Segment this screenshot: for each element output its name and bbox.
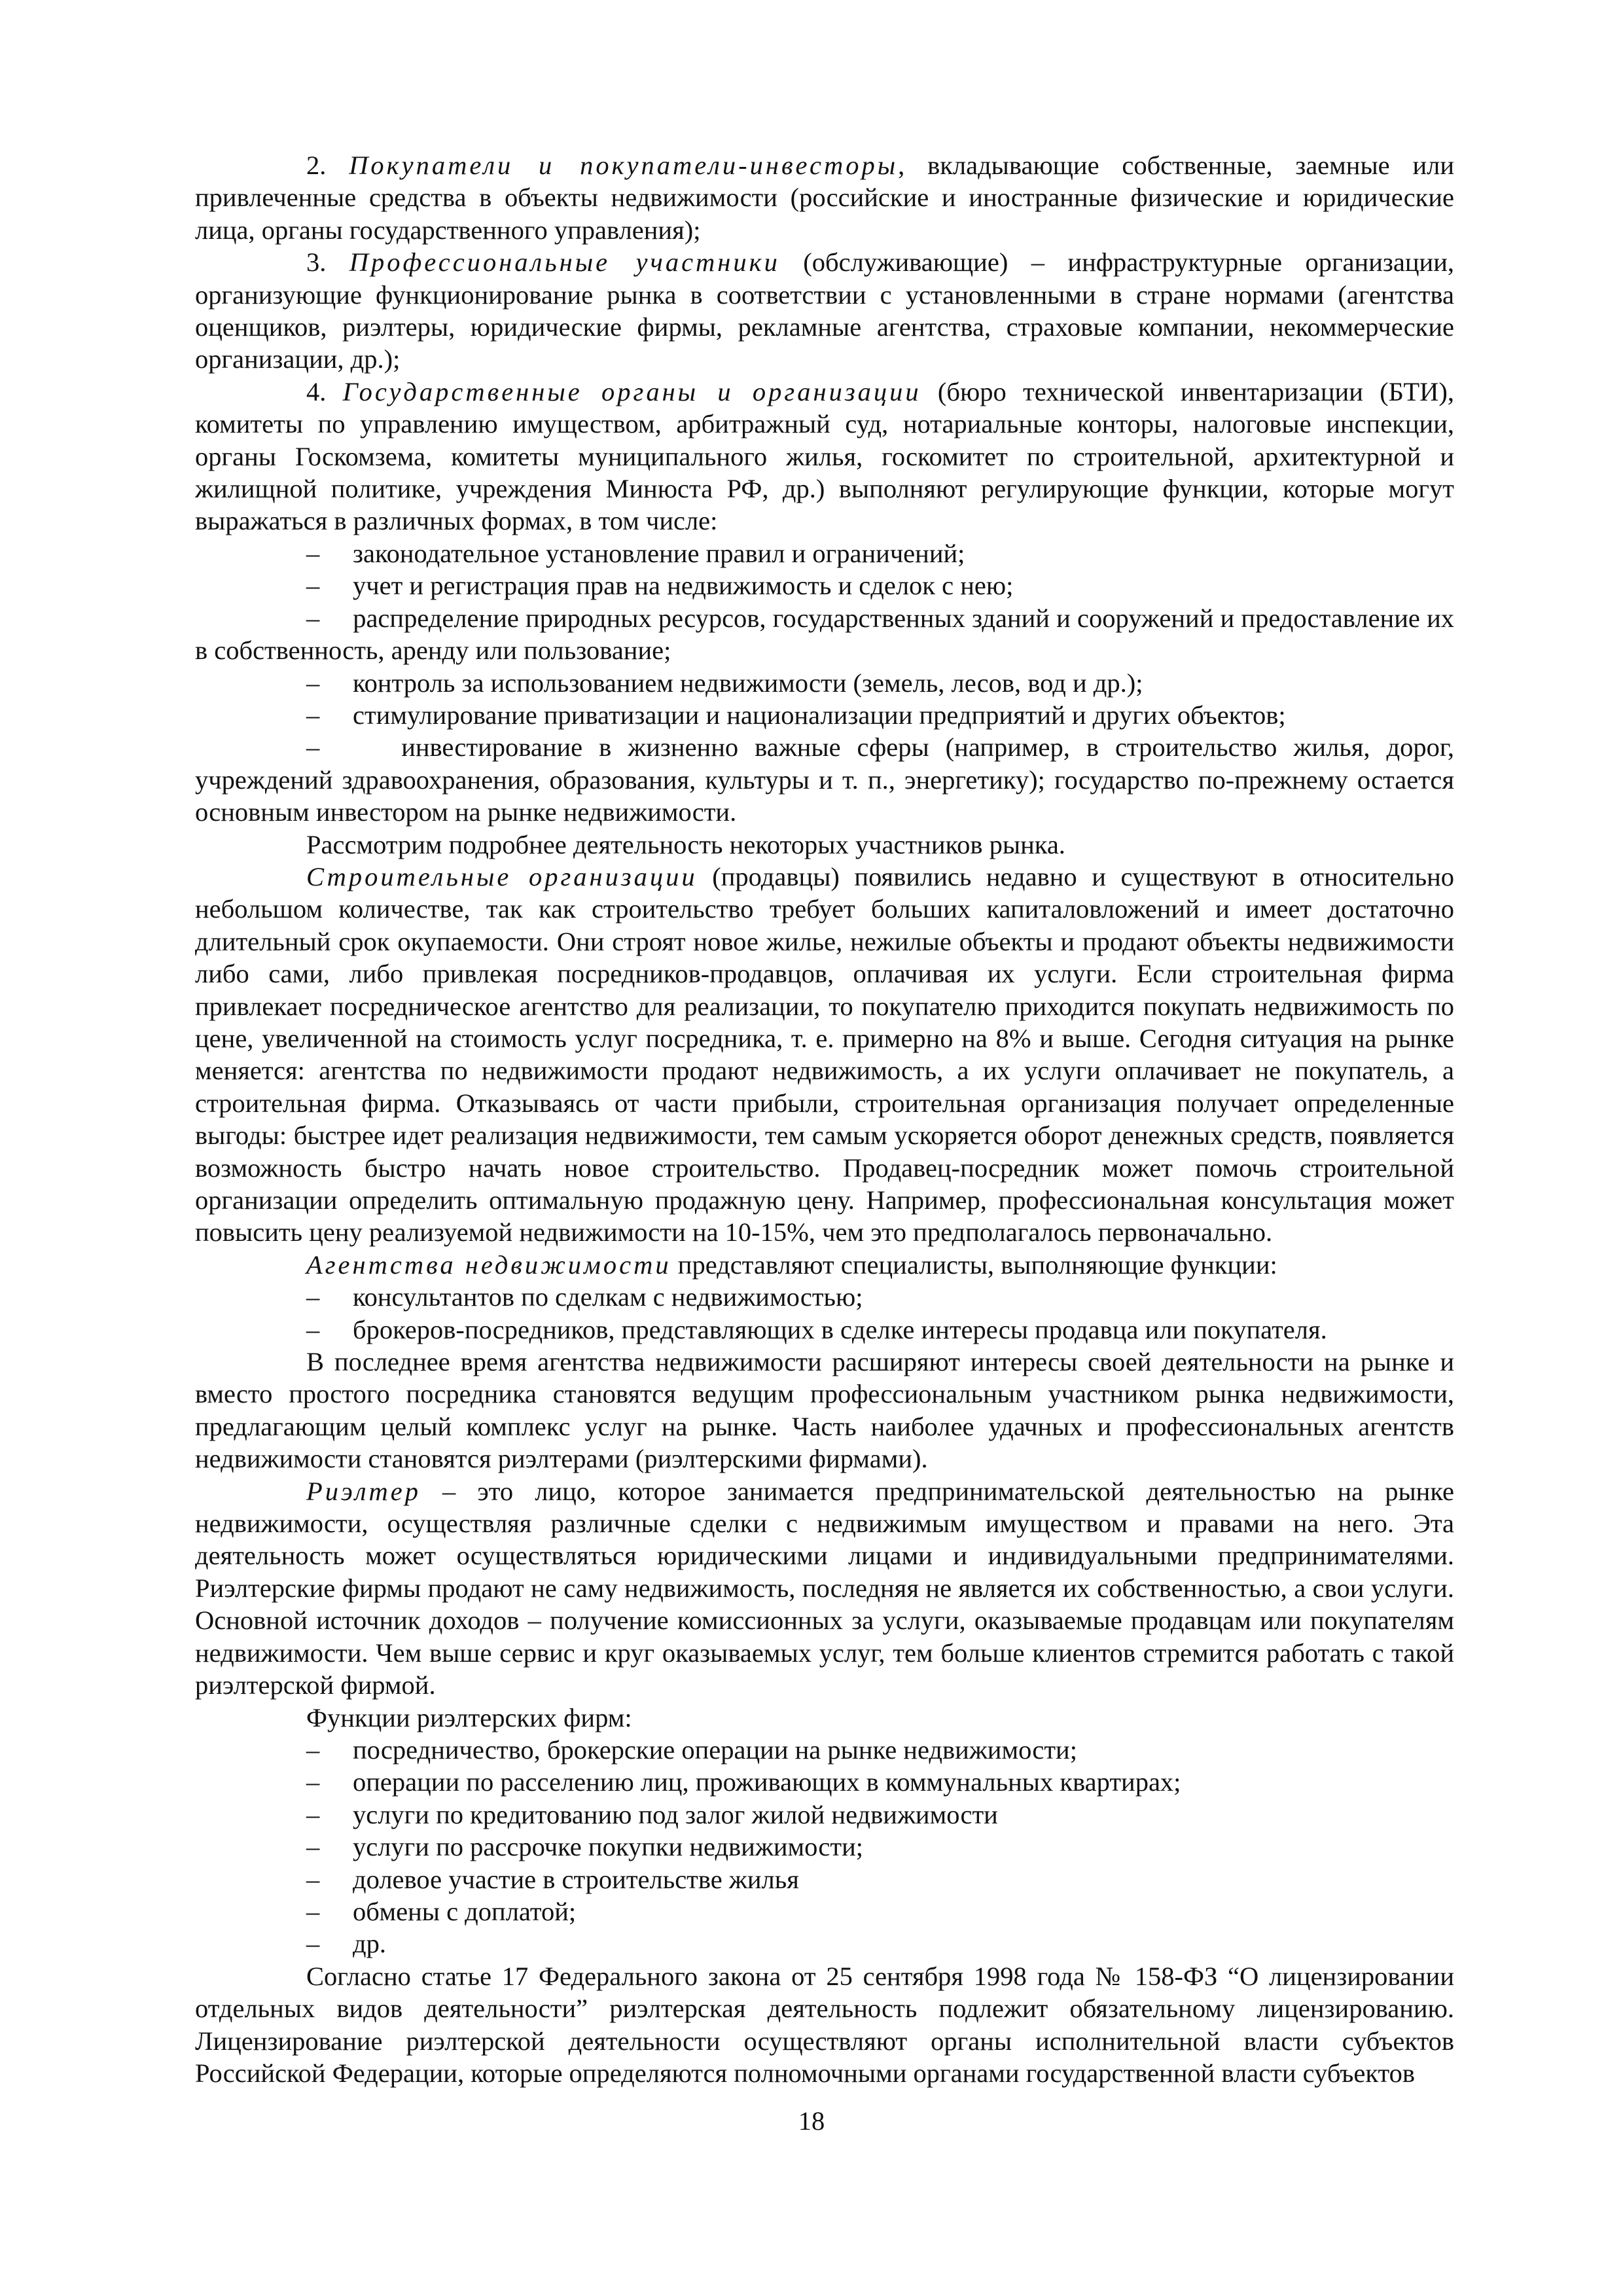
dash-marker: – (306, 1767, 320, 1797)
list-item (195, 1314, 1454, 1346)
list-item-text: контроль за использованием недвижимости (земель, лесов, вод и др.); (353, 668, 1143, 698)
list-item (195, 1928, 1454, 1960)
list-item (195, 1863, 1454, 1895)
term-realtor: Риэлтер (306, 1476, 421, 1506)
page-number: 18 (798, 2106, 825, 2136)
dash-marker: – (306, 1282, 320, 1312)
item-number: 2. (306, 151, 349, 180)
dash-marker: – (306, 1314, 320, 1344)
list-item (195, 1734, 1454, 1766)
term-state-bodies: Государственные органы и организации (342, 376, 921, 406)
paragraph-state-bodies (195, 376, 1454, 537)
list-item (195, 1831, 1454, 1863)
list-item-text: стимулирование приватизации и национализации предприятий и других объектов; (353, 700, 1286, 730)
list-item (195, 569, 1454, 601)
list-item-text: долевое участие в строительстве жилья (353, 1864, 799, 1894)
list-item (195, 602, 1454, 667)
paragraph-professionals (195, 246, 1454, 376)
paragraph-text: , вкладывающие собственные, заемные или привлеченные средства в объекты недвижимости (российские и иностранные физические и юридические лица, органы государственного управления); (195, 151, 1455, 245)
dash-marker: – (306, 1734, 320, 1765)
list-item-text: обмены с доплатой; (353, 1896, 577, 1926)
list-item (195, 1895, 1454, 1928)
paragraph-text: (обслуживающие) – инфраструктурные организации, организующие функционирование рынка в соответствии с установленными в стране нормами (агентства оценщиков, риэлтеры, юридические фирмы, рекламные агентства, страховые компании, некоммерческие организации, др.); (195, 247, 1455, 374)
paragraph-agencies (195, 1249, 1454, 1281)
list-item-text: учет и регистрация прав на недвижимость и сделок с нею; (353, 571, 1014, 601)
list-item (195, 1799, 1454, 1831)
paragraph-agency-expansion: В последнее время агентства недвижимости расширяют интересы своей деятельности на рынке и вместо простого посредника становятся ведущим профессиональным участником рынка недвижимости, предлагающим целый комплекс услуг на рынке. Часть наиболее удачных и профессиональных агентств недвижимости становятся риэлтерами (риэлтерскими фирмами). (195, 1347, 1454, 1474)
list-item (195, 1766, 1454, 1798)
list-agency-functions (195, 1281, 1454, 1346)
paragraph-text: (бюро технической инвентаризации (БТИ), комитеты по управлению имуществом, арбитражный суд, нотариальные конторы, налоговые инспекции, органы Госкомзема, комитеты муниципального жилья, госкомитет по строительной, архитектурной и жилищной политике, учреждения Минюста РФ, др.) выполняют регулирующие функции, которые могут выражаться в различных формах, в том числе: (195, 376, 1454, 536)
list-item-text: посредничество, брокерские операции на рынке недвижимости; (353, 1734, 1077, 1765)
term-construction: Строительные организации (306, 861, 698, 891)
dash-marker: – (306, 1864, 320, 1894)
dash-marker: – (306, 732, 320, 762)
list-item (195, 667, 1454, 699)
list-item-text: операции по расселению лиц, проживающих в коммунальных квартирах; (353, 1767, 1181, 1797)
paragraph-text: (продавцы) появились недавно и существуют в относительно небольшом количестве, так как строительство требует больших капиталовложений и имеет достаточно длительный срок окупаемости. Они строят новое жилье, нежилые объекты и продают объекты недвижимости либо сами, либо привлекая посредников-продавцов, оплачивая их услуги. Если строительная фирма привлекает посредническое агентство для реализации, то покупателю приходится покупать недвижимость по цене, увеличенной на стоимость услуг посредника, т. е. примерно на 8% и выше. Сегодня ситуация на рынке меняется: агентства по недвижимости продают недвижимость, а их услуги оплачивает не покупатель, а строительная фирма. Отказываясь от части прибыли, строительная организация получает определенные выгоды: быстрее идет реализация недвижимости, тем самым ускоряется оборот денежных средств, появляется возможность быстро начать новое строительство. Продавец-посредник может помочь строительной организации определить оптимальную продажную цену. Например, профессиональная консультация может повысить цену реализуемой недвижимости на 10-15%, чем это предполагалось первоначально. (195, 861, 1454, 1247)
paragraph-buyers (195, 149, 1454, 246)
list-item-text: услуги по кредитованию под залог жилой недвижимости (353, 1799, 998, 1829)
list-item (195, 1281, 1454, 1313)
list-item (195, 731, 1454, 828)
dash-marker: – (306, 1896, 320, 1926)
list-item-text: распределение природных ресурсов, государственных зданий и сооружений и предоставление их в собственность, аренду или пользование; (195, 603, 1454, 666)
item-number: 4. (306, 376, 343, 406)
paragraph-text: – это лицо, которое занимается предпринимательской деятельностью на рынке недвижимости, осуществляя различные сделки с недвижимым имуществом и правами на него. Эта деятельность может осуществляться юридическими лицами и индивидуальными предпринимателями. Риэлтерские фирмы продают не саму недвижимость, последняя не является их собственностью, а свои услуги. Основной источник доходов – получение комиссионных за услуги, оказываемые продавцам или покупателям недвижимости. Чем выше сервис и круг оказываемых услуг, тем больше клиентов стремится работать с такой риэлтерской фирмой. (195, 1476, 1454, 1700)
item-number: 3. (306, 247, 349, 278)
list-item-text: брокеров-посредников, представляющих в сделке интересы продавца или покупателя. (353, 1314, 1327, 1344)
term-buyers: Покупатели и покупатели-инвесторы (349, 151, 899, 180)
list-item-text: инвестирование в жизненно важные сферы (например, в строительство жилья, дорог, учреждений здравоохранения, образования, культуры и т. п., энергетику); государство по-прежнему остается основным инвестором на рынке недвижимости. (195, 732, 1455, 827)
dash-marker: – (306, 1929, 320, 1959)
dash-marker: – (306, 700, 320, 730)
term-professionals: Профессиональные участники (349, 247, 780, 278)
dash-marker: – (306, 668, 320, 698)
paragraph-realtor (195, 1475, 1454, 1702)
paragraph-licensing: Согласно статье 17 Федерального закона от 25 сентября 1998 года № 158-ФЗ “О лицензировании отдельных видов деятельности” риэлтерская деятельность подлежит обязательному лицензированию. Лицензирование риэлтерской деятельности осуществляют органы исполнительной власти субъектов Российской Федерации, которые определяются полномочными органами государственной власти субъектов (195, 1961, 1454, 2088)
paragraph-text: представляют специалисты, выполняющие функции: (671, 1249, 1277, 1280)
list-item-text: услуги по рассрочке покупки недвижимости; (353, 1832, 864, 1862)
dash-marker: – (306, 1799, 320, 1829)
dash-marker: – (306, 1832, 320, 1862)
page-body (195, 149, 1454, 2089)
list-item (195, 699, 1454, 731)
list-realtor-functions (195, 1734, 1454, 1960)
dash-marker: – (306, 538, 320, 568)
list-item-text: консультантов по сделкам с недвижимостью; (353, 1282, 863, 1312)
dash-marker: – (306, 571, 320, 601)
list-item (195, 537, 1454, 569)
paragraph-construction (195, 861, 1454, 1249)
list-state-functions (195, 537, 1454, 829)
paragraph-intro: Рассмотрим подробнее деятельность некоторых участников рынка. (306, 829, 1065, 859)
dash-marker: – (306, 603, 320, 633)
paragraph-realtor-functions-heading: Функции риэлтерских фирм: (306, 1702, 632, 1732)
list-item-text: законодательное установление правил и ограничений; (353, 538, 965, 568)
list-item-text: др. (353, 1929, 386, 1959)
term-agencies: Агентства недвижимости (306, 1249, 671, 1280)
